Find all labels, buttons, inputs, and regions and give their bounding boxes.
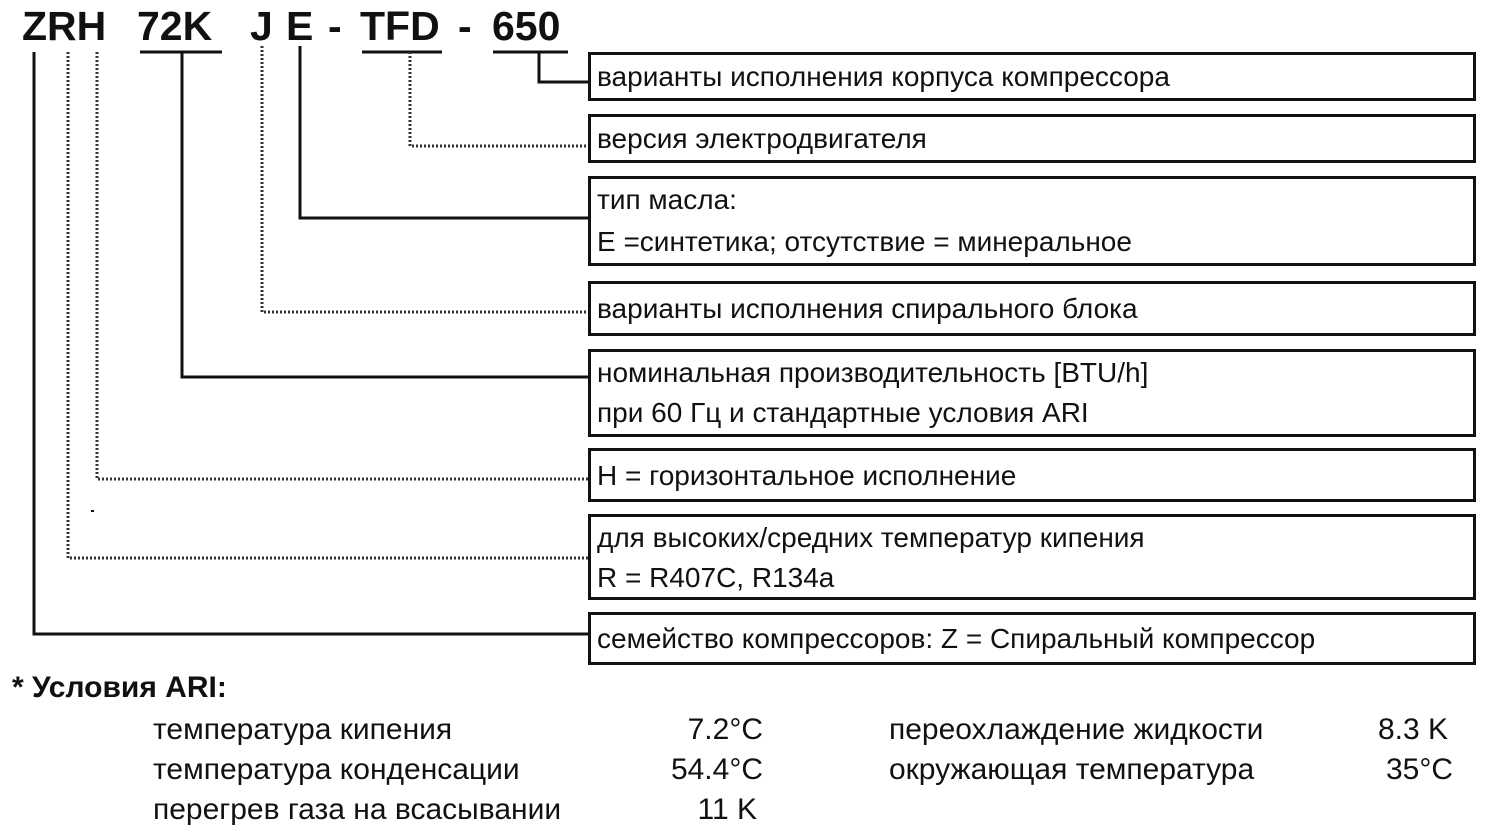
- connector-r: [68, 52, 588, 558]
- ari-label: переохлаждение жидкости: [889, 713, 1264, 746]
- desc-text: варианты исполнения спирального блока: [597, 293, 1138, 324]
- ari-value: 8.3 K: [1377, 713, 1448, 746]
- desc-text: версия электродвигателя: [597, 123, 927, 154]
- desc-text: тип масла:: [597, 184, 737, 215]
- ari-label: температура кипения: [153, 713, 453, 746]
- desc-text: варианты исполнения корпуса компрессора: [597, 61, 1170, 92]
- desc-box-oil: [588, 176, 1476, 266]
- connector-z: [34, 52, 588, 634]
- ari-value: 54.4°C: [670, 753, 763, 786]
- desc-text: H = горизонтальное исполнение: [597, 460, 1017, 491]
- code-tfd: TFD: [360, 3, 440, 49]
- desc-box-family: [588, 612, 1476, 665]
- desc-text: семейство компрессоров: Z = Спиральный компрессор: [597, 623, 1316, 654]
- desc-text: R = R407C, R134a: [597, 562, 835, 593]
- desc-box-refrigerant: [588, 514, 1476, 600]
- ari-label: температура конденсации: [153, 753, 520, 786]
- ari-value: 7.2°C: [687, 713, 763, 746]
- desc-text: для высоких/средних температур кипения: [597, 522, 1145, 553]
- connector-j: [262, 46, 588, 312]
- code-e: E: [286, 3, 314, 49]
- code-dash-1: -: [328, 3, 342, 49]
- connector-650: [539, 52, 588, 82]
- ari-title: * Условия ARI:: [12, 671, 227, 704]
- ari-value: 11 K: [697, 793, 757, 826]
- desc-text: E =синтетика; отсутствие = минеральное: [597, 226, 1132, 257]
- ari-label: окружающая температура: [889, 753, 1255, 786]
- desc-box-capacity: [588, 349, 1476, 437]
- desc-box-scroll: [588, 281, 1476, 336]
- code-650: 650: [492, 3, 561, 49]
- connector-capacity: [182, 52, 588, 377]
- code-dash-2: -: [458, 3, 472, 49]
- code-j: J: [250, 3, 273, 49]
- desc-box-motor: [588, 114, 1476, 163]
- code-capacity: 72K: [137, 3, 213, 49]
- ari-label: перегрев газа на всасывании: [153, 793, 562, 826]
- ari-value: 35°C: [1385, 753, 1453, 786]
- desc-text: при 60 Гц и стандартные условия ARI: [597, 397, 1089, 428]
- desc-text: номинальная производительность [BTU/h]: [597, 357, 1149, 388]
- desc-box-horizontal: [588, 448, 1476, 502]
- connector-h: [97, 52, 588, 479]
- desc-box-housing: [588, 52, 1476, 101]
- connector-tfd: [410, 52, 588, 146]
- code-zrh: ZRH: [22, 3, 107, 49]
- connector-e: [300, 46, 588, 218]
